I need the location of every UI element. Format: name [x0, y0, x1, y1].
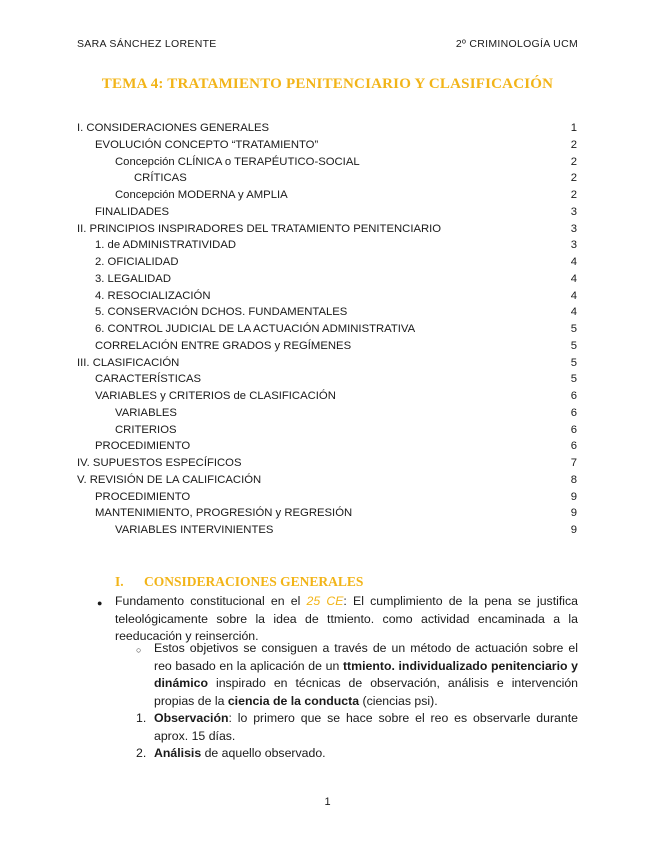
- toc-entry-page: 6: [570, 440, 577, 453]
- toc-entry-label: VARIABLES y CRITERIOS de CLASIFICACIÓN: [95, 390, 336, 402]
- reference-link[interactable]: 25 CE: [306, 594, 344, 608]
- toc-entry[interactable]: [77, 137, 577, 154]
- toc-entry[interactable]: [77, 271, 577, 288]
- section-number: I.: [115, 574, 124, 589]
- toc-entry[interactable]: [77, 388, 577, 405]
- toc-entry-page: 5: [570, 339, 577, 352]
- text-bold: Análisis: [154, 746, 202, 760]
- toc-entry-page: 9: [570, 490, 577, 503]
- toc-entry-page: 6: [570, 406, 577, 419]
- toc-entry-label: FINALIDADES: [95, 205, 170, 218]
- toc-entry-label: III. CLASIFICACIÓN: [77, 356, 180, 369]
- toc-entry-page: 8: [570, 473, 577, 486]
- text-bold: ciencia de la conducta: [227, 693, 360, 708]
- toc-entry[interactable]: [77, 221, 577, 238]
- toc-entry-label: EVOLUCIÓN CONCEPTO “TRATAMIENTO”: [95, 138, 319, 151]
- toc-entry-label: 1. de ADMINISTRATIVIDAD: [95, 239, 237, 252]
- toc-entry[interactable]: [77, 237, 577, 254]
- toc-entry-label: Concepción MODERNA y AMPLIA: [115, 189, 288, 201]
- toc-entry[interactable]: [77, 371, 577, 388]
- toc-entry[interactable]: [77, 438, 577, 455]
- toc-entry-label: V. REVISIÓN DE LA CALIFICACIÓN: [77, 473, 262, 486]
- toc-entry-label: CRÍTICAS: [134, 172, 187, 185]
- item-number: 2.: [136, 746, 147, 760]
- toc-entry[interactable]: [77, 170, 577, 187]
- toc-entry-label: MANTENIMIENTO, PROGRESIÓN y REGRESIÓN: [95, 507, 353, 520]
- toc-entry-page: 5: [570, 323, 577, 335]
- toc-entry-page: 6: [570, 423, 577, 436]
- text-bold: Observación: [154, 711, 229, 725]
- toc-entry[interactable]: [77, 522, 577, 539]
- toc-entry[interactable]: [77, 455, 577, 472]
- toc-entry-page: 3: [570, 205, 577, 218]
- toc-entry-page: 5: [570, 373, 577, 386]
- table-of-contents: [77, 120, 577, 539]
- toc-entry-label: I. CONSIDERACIONES GENERALES: [77, 122, 270, 134]
- toc-entry-label: CRITERIOS: [115, 423, 177, 436]
- toc-entry-page: 5: [570, 356, 577, 369]
- bullet-dot: ●: [97, 598, 103, 608]
- toc-entry-label: 4. RESOCIALIZACIÓN: [95, 289, 211, 302]
- text-fragment: : lo primero que se hace sobre el reo es observarle durante aprox. 15 días.: [154, 711, 578, 743]
- toc-entry[interactable]: [77, 304, 577, 321]
- toc-entry[interactable]: [77, 422, 577, 439]
- toc-entry[interactable]: [77, 204, 577, 221]
- toc-entry[interactable]: [77, 405, 577, 422]
- toc-entry[interactable]: [77, 355, 577, 372]
- text-fragment: Fundamento constitucional en el: [115, 594, 307, 608]
- page-header: [77, 38, 578, 52]
- header-author: SARA SÁNCHEZ LORENTE: [77, 38, 217, 50]
- toc-entry-page: 4: [570, 289, 577, 302]
- paragraph-objetivos: [154, 640, 578, 710]
- toc-entry-page: 7: [570, 457, 577, 469]
- toc-entry-page: 2: [570, 189, 577, 201]
- text-fragment: (ciencias psi).: [359, 693, 438, 708]
- toc-entry-page: 3: [570, 239, 577, 252]
- toc-entry-label: II. PRINCIPIOS INSPIRADORES DEL TRATAMIENTO PENITENCIARIO: [77, 222, 442, 235]
- section-title: CONSIDERACIONES GENERALES: [144, 574, 364, 589]
- toc-entry-page: 9: [570, 507, 577, 520]
- toc-entry[interactable]: [77, 254, 577, 271]
- document-title: TEMA 4: TRATAMIENTO PENITENCIARIO Y CLASIFICACIÓN: [101, 76, 554, 92]
- toc-entry[interactable]: [77, 472, 577, 489]
- bullet-circle: ○: [136, 645, 142, 655]
- toc-entry-page: 2: [570, 155, 577, 168]
- toc-entry-page: 6: [570, 390, 577, 402]
- toc-entry-label: 2. OFICIALIDAD: [95, 256, 179, 268]
- toc-entry[interactable]: [77, 288, 577, 305]
- toc-entry-label: CARACTERÍSTICAS: [95, 373, 202, 386]
- toc-entry-page: 4: [570, 272, 577, 285]
- toc-entry[interactable]: [77, 154, 577, 171]
- toc-entry-page: 4: [570, 306, 577, 319]
- toc-entry-label: VARIABLES: [115, 406, 177, 419]
- header-course: 2º CRIMINOLOGÍA UCM: [455, 38, 578, 50]
- toc-entry[interactable]: [77, 505, 577, 522]
- paragraph-fundamento: [115, 593, 578, 646]
- text-fragment: de aquello observado.: [201, 746, 326, 760]
- toc-entry[interactable]: [77, 187, 577, 204]
- paragraph-observacion: [154, 710, 578, 745]
- page-number: 1: [324, 796, 331, 808]
- toc-entry-label: 5. CONSERVACIÓN DCHOS. FUNDAMENTALES: [95, 306, 348, 319]
- text-fragment: Estos objetivos se consiguen a través de un método de actuación sobre el reo basado en la aplicación de un: [154, 641, 578, 673]
- toc-entry-label: IV. SUPUESTOS ESPECÍFICOS: [77, 457, 242, 469]
- toc-entry-label: 6. CONTROL JUDICIAL DE LA ACTUACIÓN ADMINISTRATIVA: [95, 323, 416, 335]
- toc-entry[interactable]: [77, 321, 577, 338]
- toc-entry-page: 4: [570, 256, 577, 268]
- toc-entry-page: 2: [570, 138, 577, 151]
- toc-entry-page: 1: [570, 122, 577, 134]
- toc-entry[interactable]: [77, 489, 577, 506]
- toc-entry-label: CORRELACIÓN ENTRE GRADOS y REGÍMENES: [95, 339, 352, 352]
- toc-entry-page: 9: [570, 524, 577, 536]
- toc-entry-page: 3: [570, 222, 577, 235]
- text-bold: ttmiento. individualizado penitenciario y dinámico: [154, 658, 578, 690]
- toc-entry-label: PROCEDIMIENTO: [95, 490, 191, 503]
- toc-entry-label: 3. LEGALIDAD: [95, 272, 171, 285]
- toc-entry[interactable]: [77, 338, 577, 355]
- toc-entry-page: 2: [570, 172, 577, 185]
- toc-entry-label: PROCEDIMIENTO: [95, 440, 191, 453]
- toc-entry-label: VARIABLES INTERVINIENTES: [115, 524, 274, 536]
- text-fragment: : El cumplimiento de la pena se justifica teleológicamente sobre la idea de ttmiento. como actividad encaminada a la reeducación y reinserción.: [115, 594, 578, 643]
- toc-entry-label: Concepción CLÍNICA o TERAPÉUTICO-SOCIAL: [115, 155, 360, 168]
- text-fragment: inspirado en técnicas de observación, análisis e intervención propias de la: [154, 676, 578, 708]
- item-number: 1.: [136, 711, 147, 725]
- paragraph-analisis: [154, 745, 578, 763]
- toc-entry[interactable]: [77, 120, 577, 137]
